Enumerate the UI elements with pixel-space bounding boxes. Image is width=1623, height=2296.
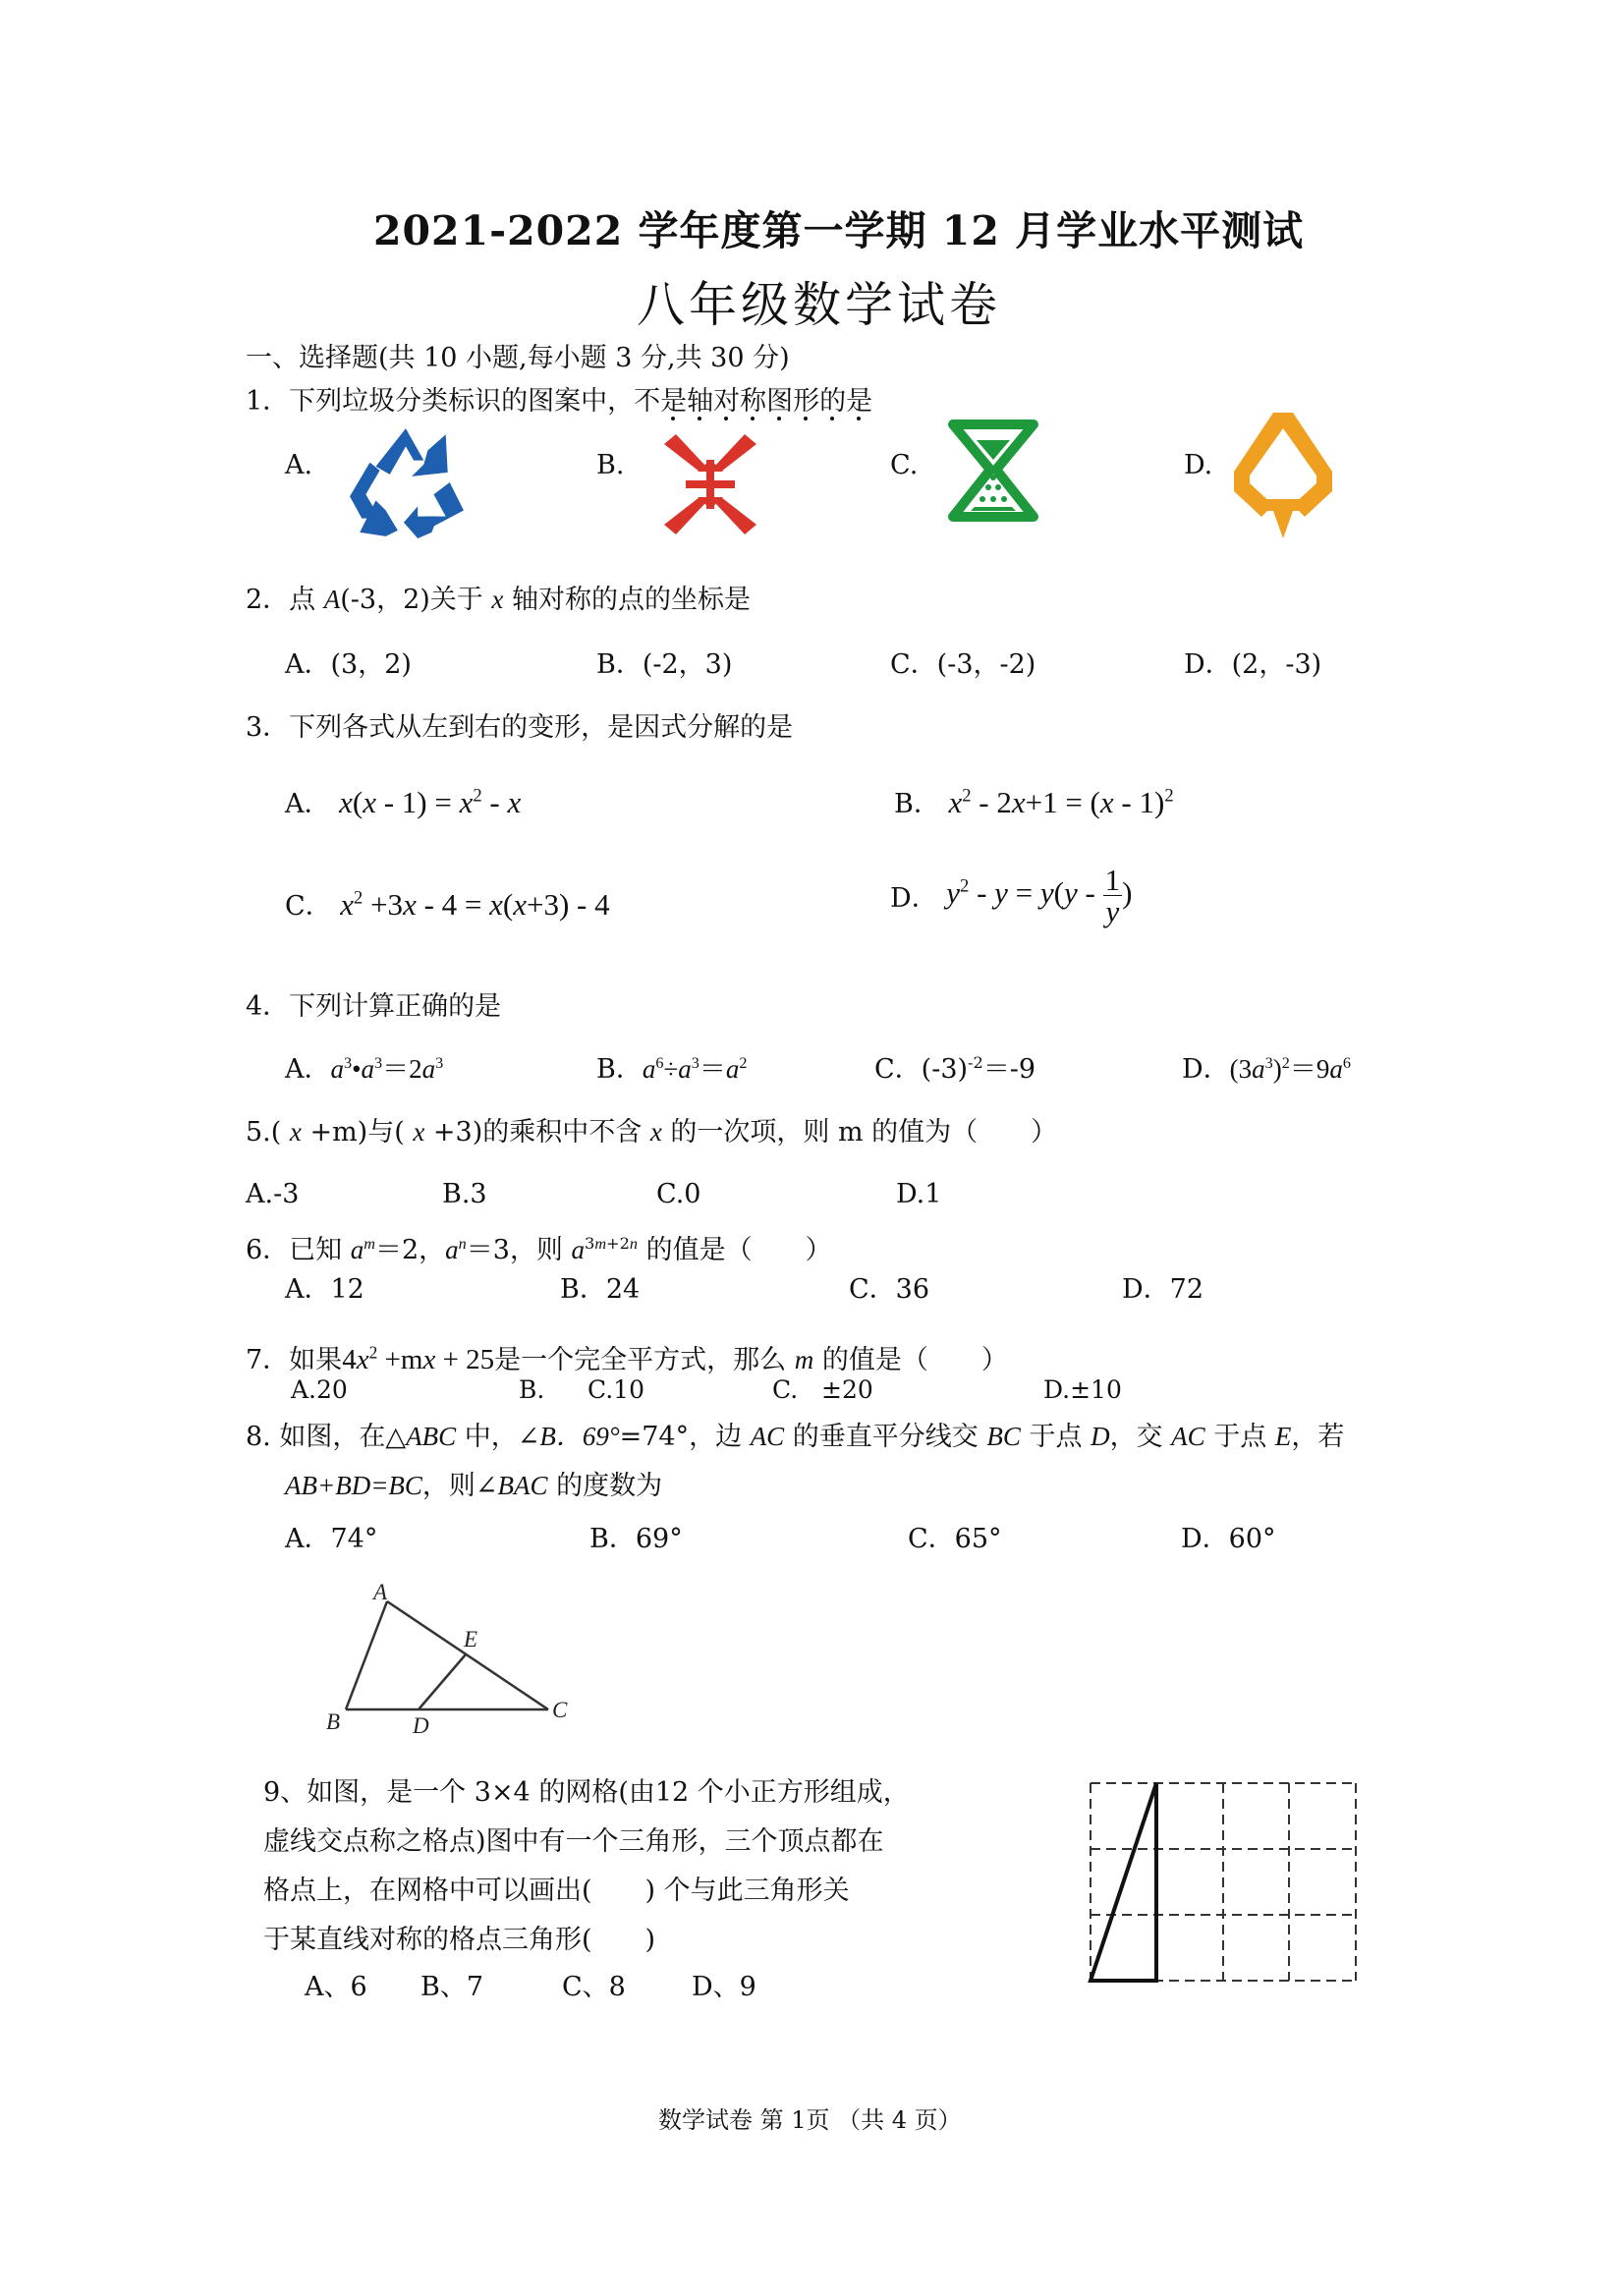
q7-option-c: C.10: [588, 1375, 644, 1404]
q3-b-expression: $x^2 - 2x+1 = (x - 1)^2$: [948, 785, 1174, 819]
question-9-line-4: 于某直线对称的格点三角形( ): [263, 1925, 656, 1955]
label-c: C: [552, 1698, 568, 1722]
q6-option-b: B．24: [560, 1274, 641, 1305]
q8-option-d: D．60°: [1181, 1524, 1276, 1554]
q3-a-expression: $x(x - 1) = x^2 - x$: [339, 785, 522, 819]
section-heading: 一、选择题(共 10 小题,每小题 3 分,共 30 分): [246, 343, 790, 373]
question-3-stem: 3．下列各式从左到右的变形，是因式分解的是: [246, 712, 794, 743]
q7-option-c2: [772, 1375, 873, 1404]
q8-ac: AC: [750, 1422, 785, 1451]
recycle-icon: [346, 420, 466, 540]
q3-b-label: B．: [894, 789, 940, 819]
q4-b-expression: $a^6\div a^3=a^2$: [642, 1054, 748, 1084]
q8-option-c: C．65°: [908, 1524, 1002, 1554]
q5-option-b: B.3: [442, 1179, 487, 1209]
label-b: B: [326, 1709, 341, 1734]
q8-t2: 中，∠: [456, 1422, 540, 1452]
q5-option-a: A.-3: [246, 1179, 300, 1209]
q4-option-b: [596, 1047, 747, 1086]
question-8-line-2: [285, 1464, 662, 1502]
q8-t6: ，交: [1109, 1422, 1172, 1452]
question-7-stem: [246, 1338, 1008, 1376]
q5-var-3: x: [649, 1117, 662, 1147]
q9-option-b: B、7: [420, 1972, 484, 2002]
q4-d-expression: $(3a^3)^2=9a^6$: [1229, 1054, 1351, 1084]
q6-option-c: C．36: [849, 1274, 930, 1305]
q5-var-1: x: [289, 1117, 302, 1147]
q8-t5: 于点: [1020, 1422, 1091, 1452]
q8-t7: 于点: [1204, 1422, 1275, 1452]
q5-var-2: x: [413, 1117, 425, 1147]
exam-subtitle: 八年级数学试卷: [637, 277, 1002, 333]
q9-option-a: A、6: [305, 1972, 367, 2002]
label-d: D: [413, 1713, 429, 1738]
q8-option-a: A．74°: [285, 1524, 378, 1554]
q6-expr-an: $a^n=3$: [445, 1235, 510, 1265]
q5-text-b: +m)与(: [301, 1117, 414, 1148]
q7-option-a: A.20: [291, 1375, 348, 1404]
q7-var-m: m: [794, 1345, 814, 1374]
q1-option-b-label: B.: [596, 450, 625, 480]
q8-t10: 的度数为: [547, 1471, 663, 1501]
question-5-stem: [246, 1110, 1057, 1148]
q2-axis: x: [491, 585, 504, 614]
q8-t1: 8. 如图，在△: [246, 1422, 407, 1452]
q3-d-label: D．: [890, 883, 938, 914]
q3-d-expression: $y^2 - y = y(y$ - $\frac{1}{y}$ ): [946, 863, 1133, 928]
q6-text-c: ，则: [509, 1235, 572, 1265]
q9-option-c: C、8: [562, 1972, 626, 2002]
orange-arrow-icon: [1230, 409, 1336, 542]
question-1-stem: 1．下列垃圾分类标识的图案中，不是轴对称图形的是: [246, 386, 873, 417]
q5-option-d: D.1: [896, 1179, 942, 1209]
q4-c-result: ＝-9: [982, 1054, 1036, 1085]
q5-text-c: +3)的乘积中不含: [424, 1117, 650, 1148]
q8-triangle-figure: [314, 1572, 589, 1749]
q4-b-label: B．: [596, 1054, 643, 1085]
q8-bac: BAC: [497, 1471, 548, 1500]
q1-option-c-label: C.: [890, 450, 919, 480]
q7-text-b: 是一个完全平方式，那么: [494, 1345, 795, 1375]
q3-a-label: A．: [285, 789, 331, 819]
green-hourglass-icon: [945, 419, 1041, 523]
label-a: A: [373, 1580, 388, 1604]
q6-option-d: D．72: [1122, 1274, 1204, 1305]
q6-option-a: A．12: [285, 1274, 364, 1305]
question-9-line-2: 虚线交点称之格点)图中有一个三角形，三个顶点都在: [263, 1826, 884, 1857]
q3-option-a: [285, 782, 521, 820]
q8-t9: ，则∠: [421, 1471, 498, 1501]
q3-option-b: [894, 782, 1174, 820]
q6-expr-target: $a^{3m+2n}$: [571, 1234, 639, 1264]
q8-option-b: B．69°: [589, 1524, 683, 1554]
q8-t4: 的垂直平分线交: [784, 1422, 987, 1452]
question-4-stem: 4．下列计算正确的是: [246, 991, 502, 1022]
q6-text-a: 6．已知: [246, 1235, 351, 1265]
question-9-line-1: 9、如图，是一个 3×4 的网格(由12 个小正方形组成，: [263, 1777, 910, 1808]
q2-option-a: A．(3，2): [285, 649, 412, 680]
red-cross-arrows-icon: [656, 430, 764, 538]
q2-text-b: (-3，2)关于: [340, 585, 492, 615]
q8-d: D: [1091, 1422, 1110, 1451]
label-e: E: [464, 1627, 478, 1652]
q3-option-d: [890, 865, 1132, 926]
q5-option-c: C.0: [656, 1179, 701, 1209]
q8-b: B．69°: [539, 1422, 620, 1451]
q8-e: E: [1274, 1422, 1292, 1451]
q7-option-d: D.±10: [1043, 1375, 1122, 1404]
q3-c-expression: $x^2 +3x - 4 = x(x+3) - 4$: [340, 887, 610, 922]
segment-ab: [346, 1601, 387, 1709]
q9-option-d: D、9: [692, 1972, 756, 2002]
q8-t8: ，若: [1291, 1422, 1345, 1452]
q4-a-expression: $a^3•a^3=2a^3$: [330, 1054, 444, 1084]
q7-c2-value: ±20: [821, 1375, 873, 1404]
q7-text-c: 的值是（ ）: [813, 1345, 1008, 1375]
segment-de: [419, 1654, 466, 1709]
q4-d-label: D．: [1182, 1054, 1230, 1085]
q9-triangle: [1091, 1783, 1156, 1981]
q2-option-b: B．(-2，3): [596, 649, 733, 680]
q1-option-a-label: A.: [285, 450, 313, 480]
question-8-line-1: [246, 1415, 1344, 1453]
question-9-line-3: 格点上，在网格中可以画出( ) 个与此三角形关: [263, 1876, 850, 1906]
q6-expr-am: $a^m=2$: [350, 1235, 420, 1265]
question-2-stem: [246, 578, 751, 616]
q3-c-label: C．: [285, 891, 332, 922]
q4-option-d: [1182, 1047, 1351, 1086]
q3-option-c: [285, 884, 610, 923]
q4-option-c: [874, 1047, 1035, 1086]
q4-c-exponent: -2: [968, 1053, 983, 1072]
q2-option-c: C．(-3，-2): [890, 649, 1036, 680]
q4-a-label: A．: [285, 1054, 331, 1085]
q8-ac-2: AC: [1171, 1422, 1205, 1451]
q8-bc: BC: [986, 1422, 1021, 1451]
segment-ac: [387, 1601, 548, 1709]
q1-option-d-label: D.: [1184, 450, 1213, 480]
q8-abc: ABC: [406, 1422, 457, 1451]
q7-expression: $4x^2 +mx + 25$: [342, 1342, 495, 1375]
q4-c-text: C．(-3): [874, 1054, 969, 1085]
q6-text-b: ，: [419, 1235, 446, 1265]
q7-text-a: 7．如果: [246, 1345, 343, 1375]
q7-option-b: B.: [519, 1375, 545, 1404]
q8-condition: AB+BD=BC: [285, 1471, 422, 1500]
q8-t3: =74°，边: [619, 1422, 751, 1452]
q7-c2-label: C.: [772, 1375, 799, 1404]
q5-text-d: 的一次项，则 m 的值为（ ）: [661, 1117, 1058, 1148]
q5-text-a: 5.(: [246, 1117, 290, 1148]
q2-text-a: 2．点: [246, 585, 324, 615]
question-6-stem: [246, 1228, 832, 1266]
q9-grid-figure: [1081, 1773, 1366, 1989]
q2-text-c: 轴对称的点的坐标是: [503, 585, 751, 615]
q2-point: A: [323, 585, 341, 614]
q6-text-d: 的值是（ ）: [638, 1235, 832, 1265]
exam-title: 2021-2022 学年度第一学期 12 月学业水平测试: [373, 207, 1305, 254]
page-footer: 数学试卷 第 1页 （共 4 页）: [658, 2106, 962, 2134]
q4-option-a: [285, 1047, 443, 1086]
q2-option-d: D．(2，-3): [1184, 649, 1322, 680]
